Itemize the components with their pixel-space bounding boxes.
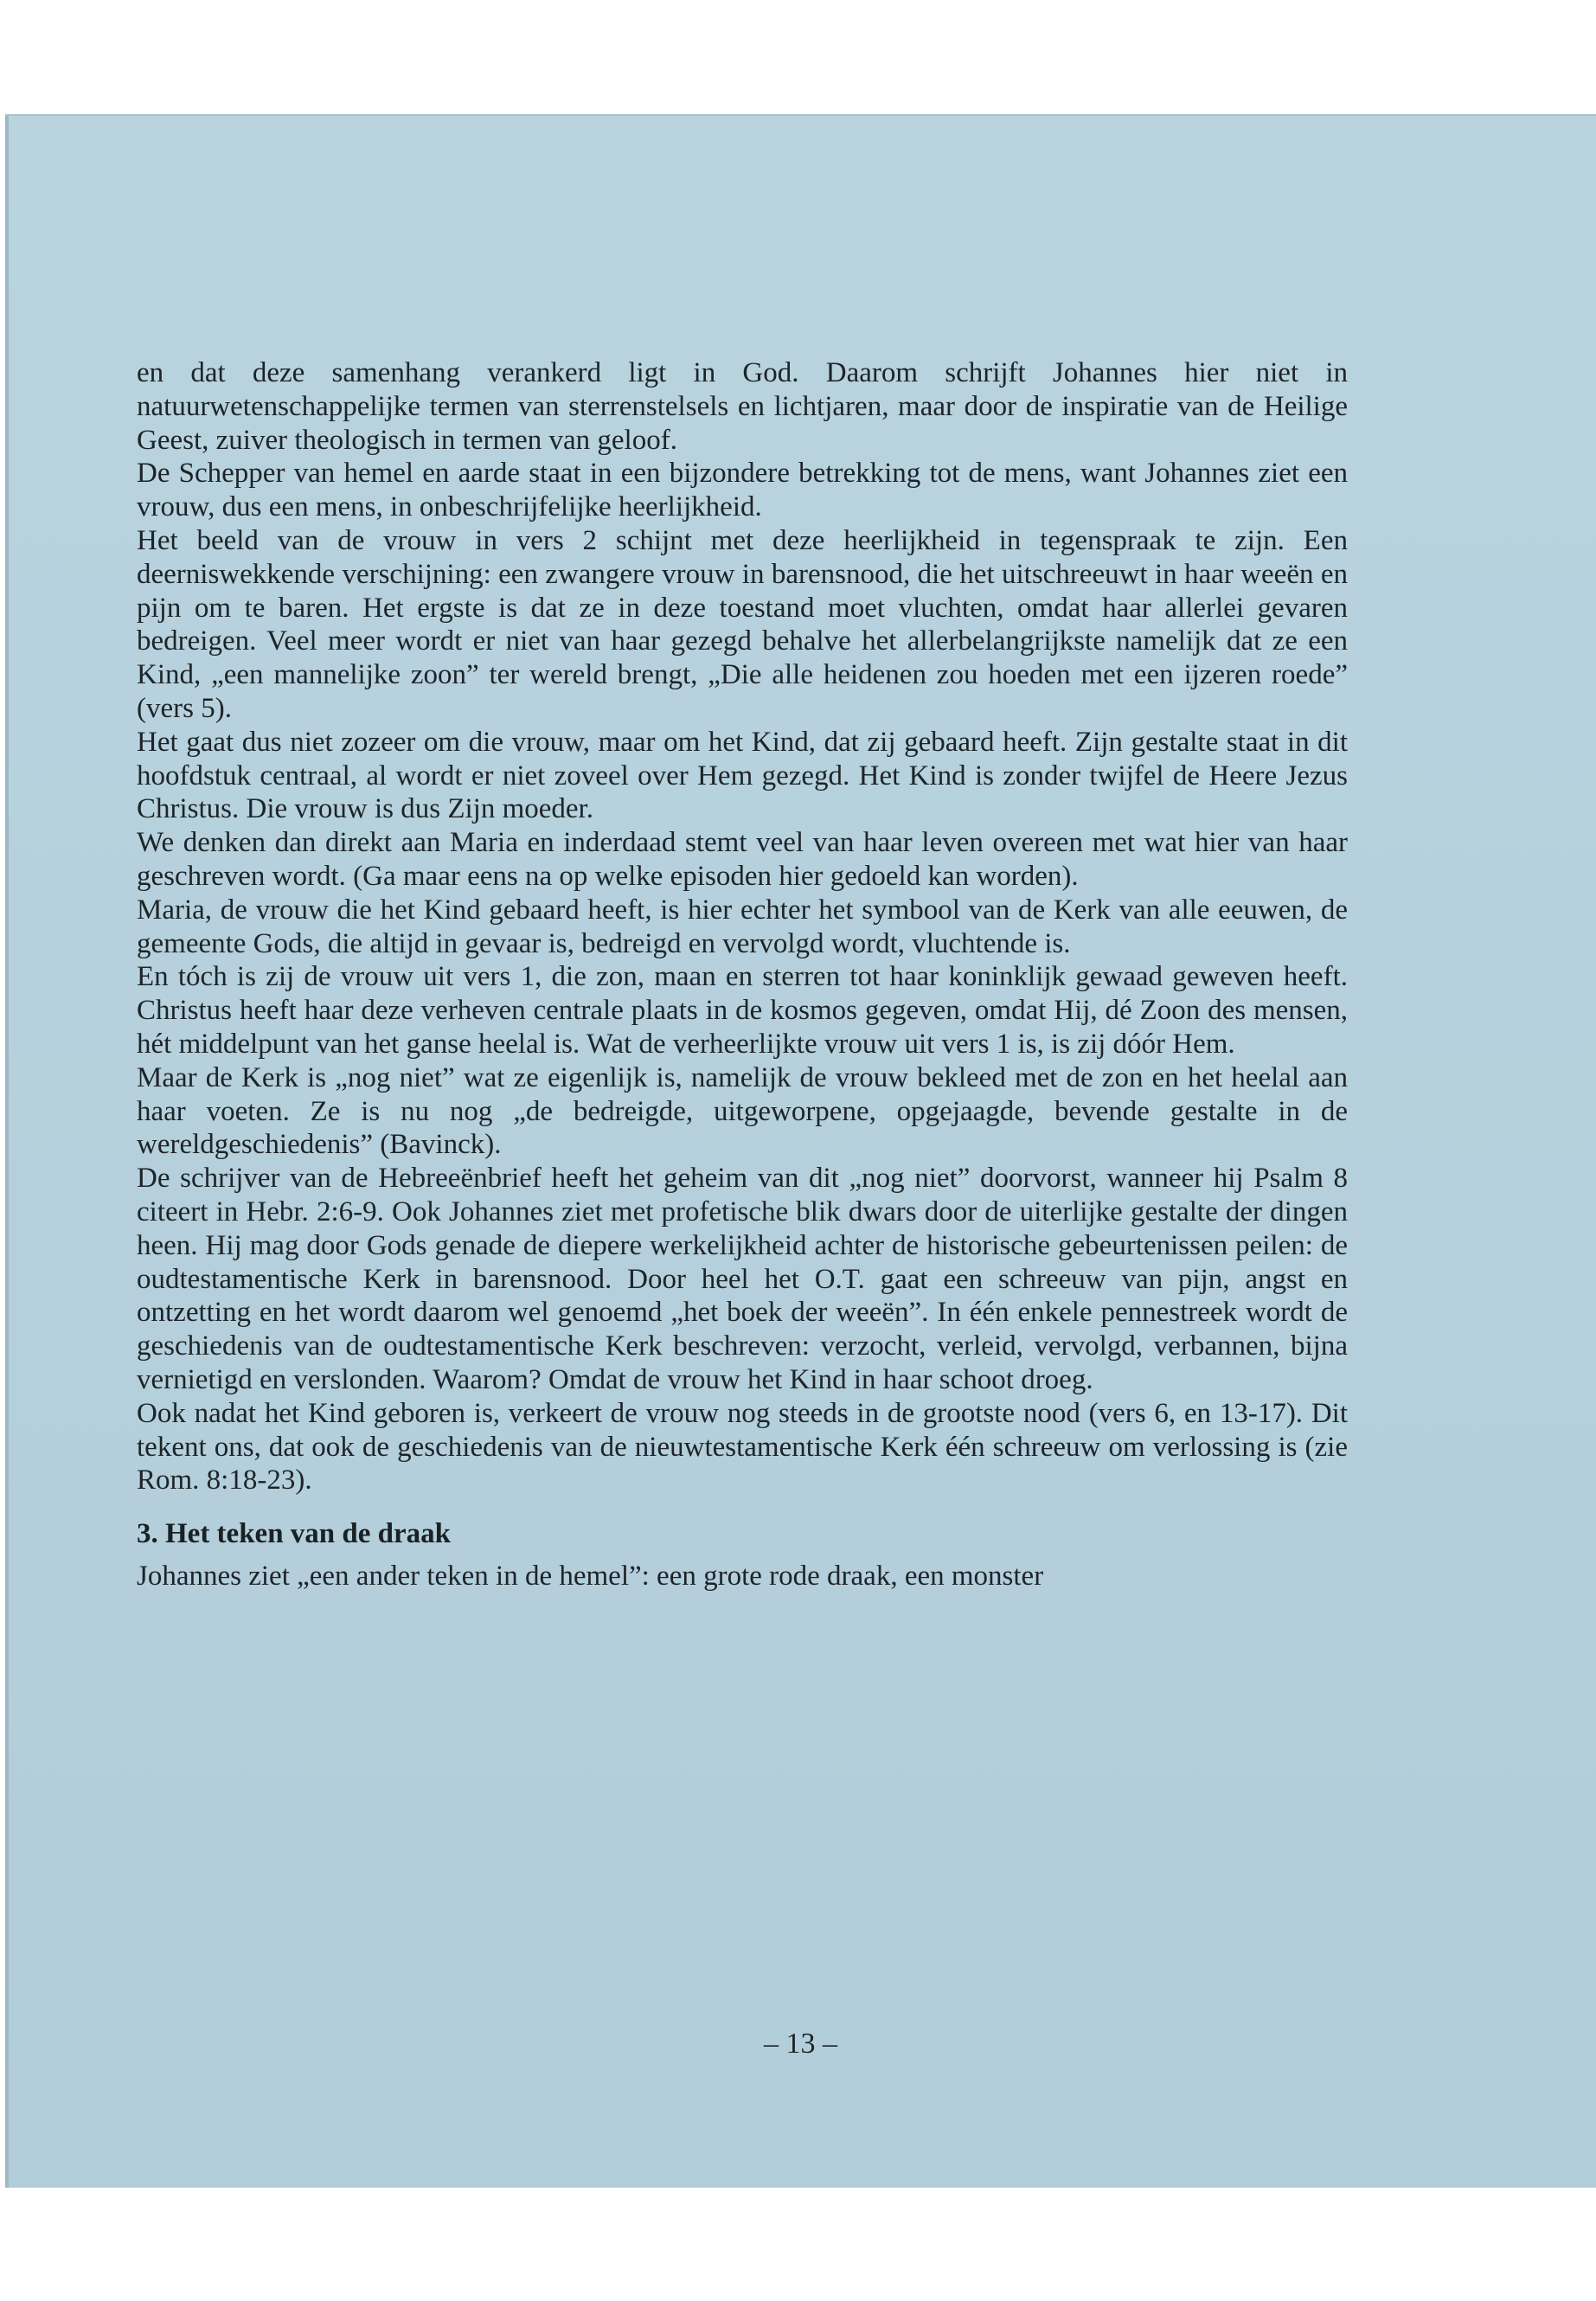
paragraph-7: En tóch is zij de vrouw uit vers 1, die zon, maan en sterren tot haar koninklijk gewaad geweven heeft. Christus heeft haar deze verheven centrale plaats in de kosmos gegeven, omdat Hij, dé Zoon des mensen, hét middelpunt van het ganse heelal is. Wat de verheerlijkte vrouw uit vers 1 is, is zij dóór Hem. bbox=[137, 961, 1348, 1060]
section-heading: 3. Het teken van de draak bbox=[137, 1518, 451, 1550]
paragraph-8: Maar de Kerk is „nog niet” wat ze eigenlijk is, namelijk de vrouw bekleed met de zon en het heelal aan haar voeten. Ze is nu nog „de bedreigde, uitgeworpene, opgejaagde, bevende gestalte in de wereldgeschiedenis” (Bavinck). bbox=[137, 1061, 1348, 1161]
section-first-line: Johannes ziet „een ander teken in de hemel”: een grote rode draak, een monster bbox=[137, 1560, 1044, 1592]
text-body bbox=[137, 356, 1348, 1593]
page-sheet bbox=[5, 114, 1596, 2188]
paragraph-9: De schrijver van de Hebreeënbrief heeft het geheim van dit „nog niet” doorvorst, wanneer hij Psalm 8 citeert in Hebr. 2:6-9. Ook Johannes ziet met profetische blik dwars door de uiterlijke gestalte der dingen heen. Hij mag door Gods genade de diepere werkelijkheid achter de historische gebeurtenissen peilen: de oudtestamentische Kerk in barensnood. Door heel het O.T. gaat een schreeuw van pijn, angst en ontzetting en het wordt daarom wel genoemd „het boek der weeën”. In één enkele pennestreek wordt de geschiedenis van de oudtestamentische Kerk beschreven: verzocht, verleid, vervolgd, verbannen, bijna vernietigd en verslonden. Waarom? Omdat de vrouw het Kind in haar schoot droeg. bbox=[137, 1163, 1348, 1395]
paragraph-2: De Schepper van hemel en aarde staat in een bijzondere betrekking tot de mens, want Johannes ziet een vrouw, dus een mens, in onbeschrijfelijke heerlijkheid. bbox=[137, 458, 1348, 523]
paragraph-5: We denken dan direkt aan Maria en inderdaad stemt veel van haar leven overeen met wat hier van haar geschreven wordt. (Ga maar eens na op welke episoden hier gedoeld kan worden). bbox=[137, 827, 1348, 892]
paragraph-1: en dat deze samenhang verankerd ligt in God. Daarom schrijft Johannes hier niet in natuurwetenschappelijke termen van sterrenstelsels en lichtjaren, maar door de inspiratie van de Heilige Geest, zuiver theologisch in termen van geloof. bbox=[137, 357, 1348, 456]
paragraph-4: Het gaat dus niet zozeer om die vrouw, maar om het Kind, dat zij gebaard heeft. Zijn gestalte staat in dit hoofdstuk centraal, al wordt er niet zoveel over Hem gezegd. Het Kind is zonder twijfel de Heere Jezus Christus. Die vrouw is dus Zijn moeder. bbox=[137, 726, 1348, 825]
paragraph-6: Maria, de vrouw die het Kind gebaard heeft, is hier echter het symbool van de Kerk van alle eeuwen, de gemeente Gods, die altijd in gevaar is, bedreigd en vervolgd wordt, vluchtende is. bbox=[137, 894, 1348, 959]
paragraph-3: Het beeld van de vrouw in vers 2 schijnt met deze heerlijkheid in tegenspraak te zijn. Een deerniswekkende verschijning: een zwangere vrouw in barensnood, die het uitschreeuwt in haar weeën en pijn om te baren. Het ergste is dat ze in deze toestand moet vluchten, omdat haar allerlei gevaren bedreigen. Veel meer wordt er niet van haar gezegd behalve het allerbelangrijkste namelijk dat ze een Kind, „een mannelijke zoon” ter wereld brengt, „Die alle heidenen zou hoeden met een ijzeren roede” (vers 5). bbox=[137, 524, 1348, 724]
page-number: – 13 – bbox=[764, 2028, 837, 2060]
paragraph-10: Ook nadat het Kind geboren is, verkeert de vrouw nog steeds in de grootste nood (vers 6, en 13-17). Dit tekent ons, dat ook de geschiedenis van de nieuwtestamentische Kerk één schreeuw om verlossing is (zie Rom. 8:18-23). bbox=[137, 1397, 1348, 1497]
